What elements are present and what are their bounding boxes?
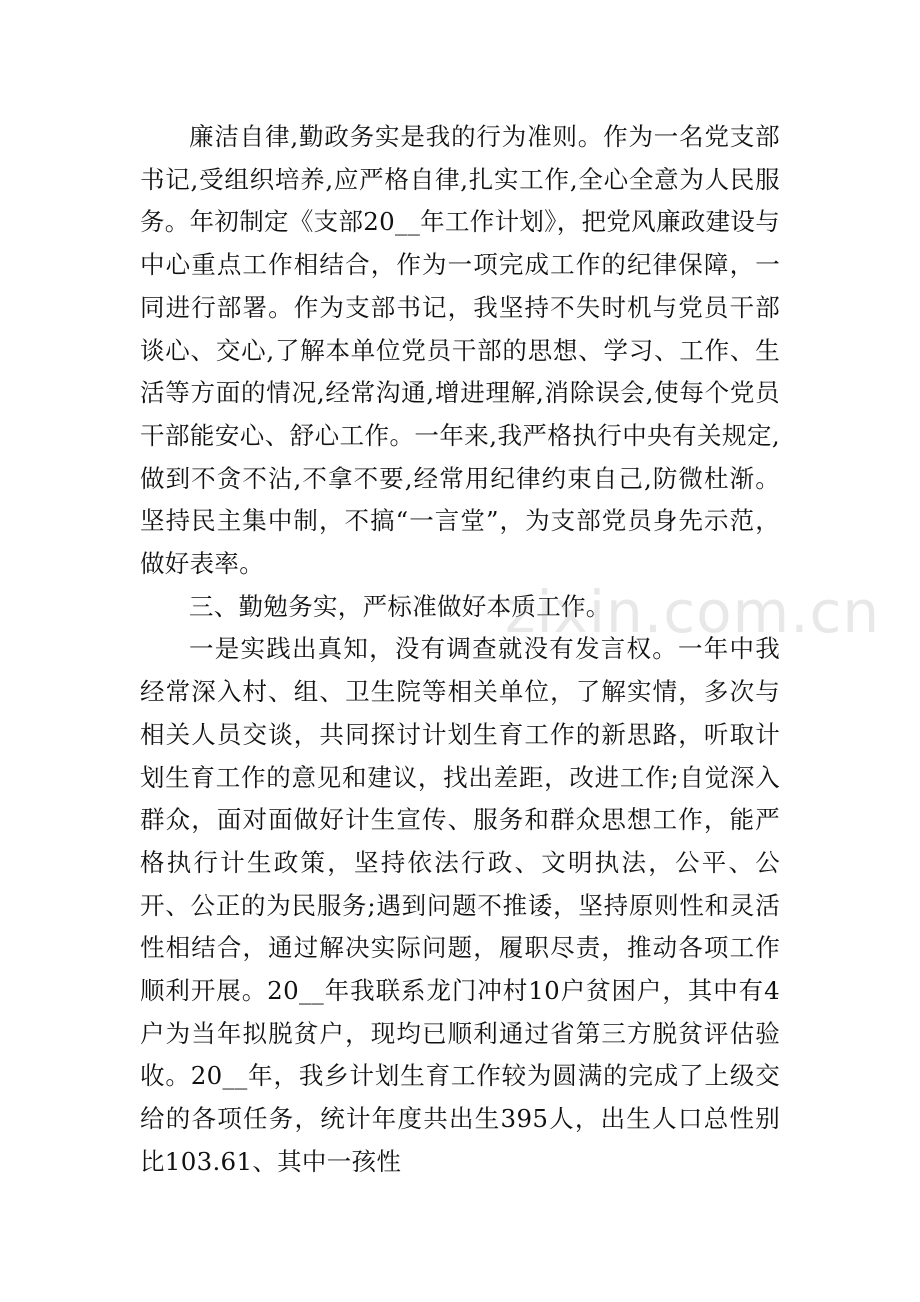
paragraph-integrity: 廉洁自律,勤政务实是我的行为准则。作为一名党支部书记,受组织培养,应严格自律,扎实工作,全心全意为人民服务。年初制定《支部20__年工作计划》，把党风廉政建设与中心重点工作相结合，作为一项完成工作的纪律保障，一同进行部署。作为支部书记，我坚持不失时机与党员干部谈心、交心,了解本单位党员干部的思想、学习、工作、生活等方面的情况,经常沟通,增进理解,消除误会,使每个党员干部能安心、舒心工作。一年来,我严格执行中央有关规定,做到不贪不沾,不拿不要,经常用纪律约束自己,防微杜渐。坚持民主集中制，不搞“一言堂”，为支部党员身先示范，做好表率。 — [140, 122, 780, 579]
section-heading-3: 三、勤勉务实，严标准做好本质工作。 — [189, 591, 611, 621]
paragraph-practice: 一是实践出真知，没有调查就没有发言权。一年中我经常深入村、组、卫生院等相关单位，了解实情，多次与相关人员交谈，共同探讨计划生育工作的新思路，听取计划生育工作的意见和建议，找出差距，改进工作;自觉深入群众，面对面做好计生宣传、服务和群众思想工作，能严格执行计生政策，坚持依法行政、文明执法，公平、公开、公正的为民服务;遇到问题不推诿，坚持原则性和灵活性相结合，通过解决实际问题，履职尽责，推动各项工作顺利开展。20__年我联系龙门冲村10户贫困户，其中有4户为当年拟脱贫户，现均已顺利通过省第三方脱贫评估验收。20__年，我乡计划生育工作较为圆满的完成了上级交给的各项任务，统计年度共出生395人，出生人口总性别比103.61、其中一孩性 — [140, 634, 780, 1176]
document-body — [140, 116, 780, 1184]
watermark: zixin.com.cn — [505, 578, 881, 646]
